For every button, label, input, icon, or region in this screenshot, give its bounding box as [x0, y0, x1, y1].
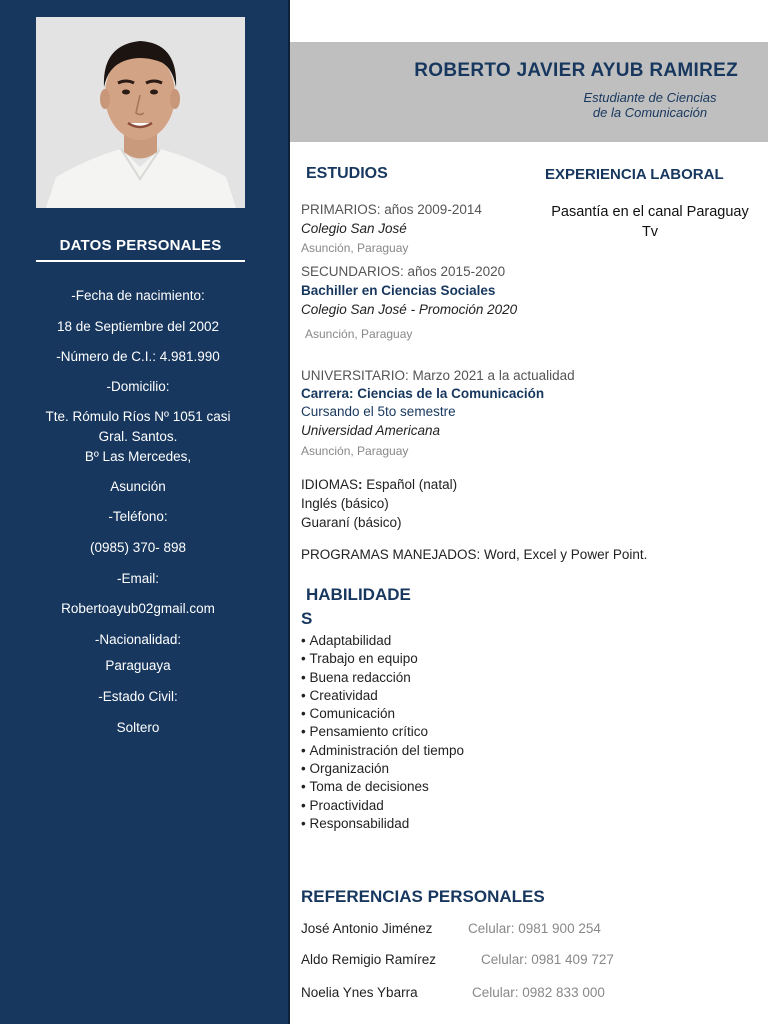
ci-number: -Número de C.I.: 4.981.990	[56, 349, 220, 364]
primary-studies-line: PRIMARIOS: años 2009-2014	[301, 202, 482, 217]
university-semester: Cursando el 5to semestre	[301, 404, 456, 419]
skill-item: • Comunicación	[301, 705, 464, 723]
skills-list	[301, 632, 464, 833]
personal-data-heading: DATOS PERSONALES	[59, 237, 222, 254]
university-studies-line: UNIVERSITARIO: Marzo 2021 a la actualidad	[301, 368, 575, 383]
languages-line	[301, 476, 457, 494]
university-place: Asunción, Paraguay	[301, 444, 409, 458]
email-label: -Email:	[116, 571, 159, 586]
phone-label: -Teléfono:	[108, 509, 168, 524]
reference-phone: Celular: 0982 833 000	[472, 985, 605, 1000]
email-value: Robertoayub02gmail.com	[61, 601, 215, 616]
secondary-place: Asunción, Paraguay	[305, 327, 413, 341]
skill-item: • Trabajo en equipo	[301, 650, 464, 668]
skill-item: • Responsabilidad	[301, 815, 464, 833]
language-spanish: Español (natal)	[362, 477, 458, 492]
nationality-label: -Nacionalidad:	[94, 632, 182, 647]
skills-heading-line-2: S	[301, 609, 313, 628]
primary-school: Colegio San José	[301, 221, 407, 236]
full-name: ROBERTO JAVIER AYUB RAMIREZ	[414, 60, 738, 81]
nationality-value: Paraguaya	[105, 658, 171, 673]
language-guarani: Guaraní (básico)	[301, 515, 402, 530]
professional-title-line-2: de la Comunicación	[592, 105, 708, 120]
languages-colon: :	[358, 477, 363, 492]
experience-line-1: Pasantía en el canal Paraguay	[551, 204, 749, 220]
skill-item: • Organización	[301, 760, 464, 778]
skill-item: • Buena redacción	[301, 669, 464, 687]
birth-label: -Fecha de nacimiento:	[71, 288, 205, 303]
profile-photo	[36, 17, 245, 208]
sidebar-divider	[288, 0, 290, 1024]
address-line-2: Gral. Santos.	[98, 429, 178, 444]
references-heading: REFERENCIAS PERSONALES	[301, 887, 545, 906]
phone-value: (0985) 370- 898	[89, 540, 187, 555]
address-line-1: Tte. Rómulo Ríos Nº 1051 casi	[45, 409, 231, 424]
reference-name: José Antonio Jiménez	[301, 921, 433, 936]
secondary-school: Colegio San José - Promoción 2020	[301, 302, 518, 317]
professional-title	[560, 90, 740, 120]
birth-value: 18 de Septiembre del 2002	[56, 319, 220, 334]
reference-name: Aldo Remigio Ramírez	[301, 952, 437, 967]
programs-line: PROGRAMAS MANEJADOS: Word, Excel y Power Point.	[301, 547, 648, 562]
civil-status-label: -Estado Civil:	[98, 689, 178, 704]
skill-item: • Administración del tiempo	[301, 742, 464, 760]
primary-place: Asunción, Paraguay	[301, 241, 409, 255]
studies-heading: ESTUDIOS	[306, 165, 388, 182]
professional-title-line-1: Estudiante de Ciencias	[583, 90, 717, 105]
languages-label: IDIOMAS	[301, 477, 359, 492]
city: Asunción	[110, 479, 166, 494]
skill-item: • Adaptabilidad	[301, 632, 464, 650]
address-line-3: Bº Las Mercedes,	[84, 449, 192, 464]
skill-item: • Pensamiento crítico	[301, 723, 464, 741]
experience-heading: EXPERIENCIA LABORAL	[545, 166, 724, 183]
experience-line-2: Tv	[641, 224, 659, 240]
experience-entry	[540, 202, 760, 242]
university-school: Universidad Americana	[301, 423, 441, 438]
reference-name: Noelia Ynes Ybarra	[301, 985, 418, 1000]
skill-item: • Proactividad	[301, 797, 464, 815]
address-label: -Domicilio:	[106, 379, 170, 394]
civil-status-value: Soltero	[116, 720, 160, 735]
secondary-studies-line: SECUNDARIOS: años 2015-2020	[301, 264, 506, 279]
skills-heading-line-1: HABILIDADE	[306, 585, 411, 604]
secondary-degree: Bachiller en Ciencias Sociales	[301, 283, 496, 298]
university-career: Carrera: Ciencias de la Comunicación	[301, 386, 545, 401]
language-english: Inglés (básico)	[301, 496, 389, 511]
reference-phone: Celular: 0981 900 254	[468, 921, 601, 936]
reference-phone: Celular: 0981 409 727	[481, 952, 614, 967]
skill-item: • Toma de decisiones	[301, 778, 464, 796]
skill-item: • Creatividad	[301, 687, 464, 705]
personal-data-underline	[36, 260, 245, 262]
